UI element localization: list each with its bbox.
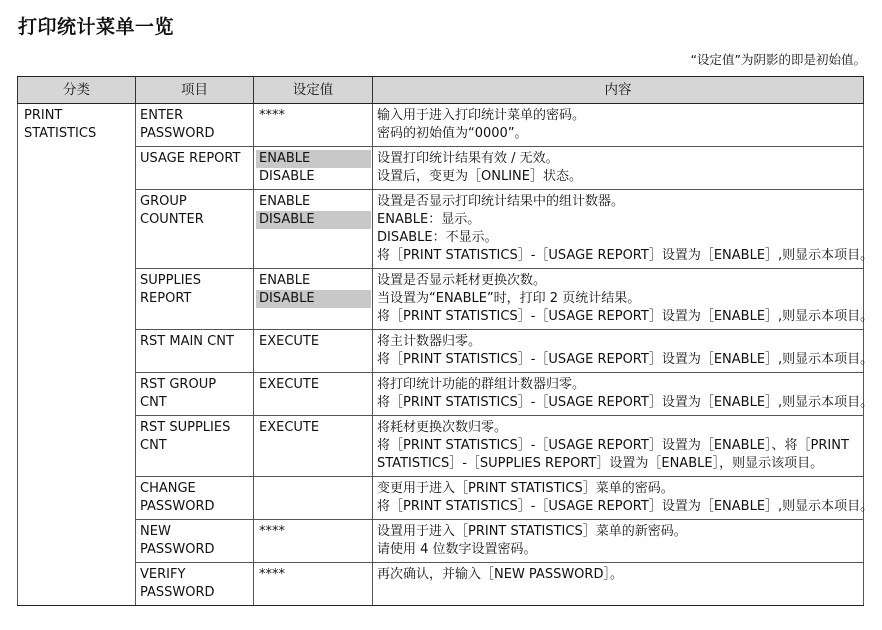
setting-value: ****	[259, 108, 285, 123]
description-line: 再次确认，并输入［NEW PASSWORD］。	[377, 567, 623, 582]
description-line: 将［PRINT STATISTICS］-［USAGE REPORT］设置为［ENABLE］,则显示本项目。	[377, 248, 874, 263]
item-label: VERIFY	[140, 567, 186, 582]
table-body	[18, 104, 874, 606]
value-cell	[254, 373, 373, 416]
item-label: PASSWORD	[140, 499, 215, 514]
value-cell	[254, 563, 373, 606]
table-row	[18, 373, 864, 416]
item-label: RST SUPPLIES	[140, 420, 231, 435]
item-cell	[136, 269, 254, 330]
setting-value: ****	[259, 524, 285, 539]
description-line: 设置打印统计结果有效 / 无效。	[377, 151, 559, 166]
value-cell	[254, 147, 373, 190]
table-row	[18, 520, 864, 563]
description-line: 将打印统计功能的群组计数器归零。	[377, 377, 586, 392]
description-line: STATISTICS］-［SUPPLIES REPORT］设置为［ENABLE］，则显示该项目。	[377, 456, 824, 471]
description-cell	[373, 269, 874, 330]
setting-value: EXECUTE	[259, 334, 320, 349]
item-label: PASSWORD	[140, 126, 215, 141]
description-cell	[373, 147, 864, 190]
description-line: 将［PRINT STATISTICS］-［USAGE REPORT］设置为［ENABLE］,则显示本项目。	[377, 309, 874, 324]
description-line: ENABLE：显示。	[377, 212, 481, 227]
item-cell	[136, 147, 254, 190]
table-row	[18, 330, 864, 373]
item-label: PASSWORD	[140, 542, 215, 557]
description-cell	[373, 416, 864, 477]
description-line: DISABLE：不显示。	[377, 230, 498, 245]
header-item: 项目	[136, 77, 254, 104]
default-value-note: “设定值”为阴影的即是初始值。	[690, 52, 866, 67]
description-line: 将［PRINT STATISTICS］-［USAGE REPORT］设置为［ENABLE］,则显示本项目。	[377, 352, 874, 367]
item-label: CHANGE	[140, 481, 196, 496]
item-cell	[136, 563, 254, 606]
table-row	[18, 269, 864, 330]
item-label: RST GROUP	[140, 377, 217, 392]
table-row	[18, 104, 864, 147]
description-cell	[373, 330, 874, 373]
category-label: PRINT	[24, 108, 63, 123]
description-cell	[373, 373, 874, 416]
description-line: 变更用于进入［PRINT STATISTICS］菜单的密码。	[377, 481, 674, 496]
page-title: 打印统计菜单一览	[18, 16, 175, 38]
description-line: 设置用于进入［PRINT STATISTICS］菜单的新密码。	[377, 524, 687, 539]
item-cell	[136, 190, 254, 269]
description-cell	[373, 190, 874, 269]
item-label: RST MAIN CNT	[140, 334, 234, 349]
setting-value: EXECUTE	[259, 377, 320, 392]
setting-value: DISABLE	[259, 169, 315, 184]
value-cell	[254, 190, 373, 269]
description-line: 设置后，变更为［ONLINE］状态。	[377, 169, 582, 184]
description-line: 将［PRINT STATISTICS］-［USAGE REPORT］设置为［ENABLE］,则显示本项目。	[377, 395, 874, 410]
category-cell	[18, 104, 136, 606]
table-row	[18, 190, 864, 269]
description-line: 将主计数器归零。	[377, 334, 482, 349]
header-category: 分类	[18, 77, 136, 104]
header-value: 设定值	[254, 77, 373, 104]
item-label: COUNTER	[140, 212, 204, 227]
description-line: 设置是否显示耗材更换次数。	[377, 273, 547, 288]
print-statistics-menu-table	[17, 76, 874, 606]
item-label: USAGE REPORT	[140, 151, 241, 166]
item-cell	[136, 373, 254, 416]
item-label: SUPPLIES	[140, 273, 201, 288]
table-row	[18, 563, 864, 606]
description-line: 输入用于进入打印统计菜单的密码。	[377, 108, 586, 123]
description-cell	[373, 520, 864, 563]
description-line: 请使用 4 位数字设置密码。	[377, 542, 537, 557]
value-cell	[254, 269, 373, 330]
default-setting-value: ENABLE	[256, 150, 371, 168]
value-cell	[254, 416, 373, 477]
item-cell	[136, 330, 254, 373]
description-line: 将［PRINT STATISTICS］-［USAGE REPORT］设置为［ENABLE］、将［PRINT	[377, 438, 849, 453]
table-row	[18, 147, 864, 190]
item-cell	[136, 477, 254, 520]
value-cell	[254, 104, 373, 147]
item-label: REPORT	[140, 291, 192, 306]
description-line: 将耗材更换次数归零。	[377, 420, 508, 435]
description-line: 当设置为“ENABLE”时，打印 2 页统计结果。	[377, 291, 641, 306]
value-cell	[254, 477, 373, 520]
item-cell	[136, 520, 254, 563]
item-label: NEW	[140, 524, 171, 539]
item-cell	[136, 416, 254, 477]
item-label: PASSWORD	[140, 585, 215, 600]
setting-value: ****	[259, 567, 285, 582]
description-line: 设置是否显示打印统计结果中的组计数器。	[377, 194, 625, 209]
description-line: 将［PRINT STATISTICS］-［USAGE REPORT］设置为［ENABLE］,则显示本项目。	[377, 499, 874, 514]
value-cell	[254, 330, 373, 373]
description-cell	[373, 104, 864, 147]
description-cell	[373, 477, 874, 520]
setting-value: ENABLE	[259, 273, 311, 288]
header-description: 内容	[373, 77, 864, 104]
default-setting-value: DISABLE	[256, 211, 371, 229]
table-row	[18, 416, 864, 477]
default-setting-value: DISABLE	[256, 290, 371, 308]
table-header-row	[18, 77, 864, 104]
item-label: ENTER	[140, 108, 184, 123]
value-cell	[254, 520, 373, 563]
item-label: CNT	[140, 395, 167, 410]
setting-value: EXECUTE	[259, 420, 320, 435]
item-label: CNT	[140, 438, 167, 453]
description-line: 密码的初始值为“0000”。	[377, 126, 528, 141]
table-row	[18, 477, 864, 520]
setting-value: ENABLE	[259, 194, 311, 209]
item-cell	[136, 104, 254, 147]
description-cell	[373, 563, 864, 606]
category-label: STATISTICS	[24, 126, 97, 141]
item-label: GROUP	[140, 194, 187, 209]
